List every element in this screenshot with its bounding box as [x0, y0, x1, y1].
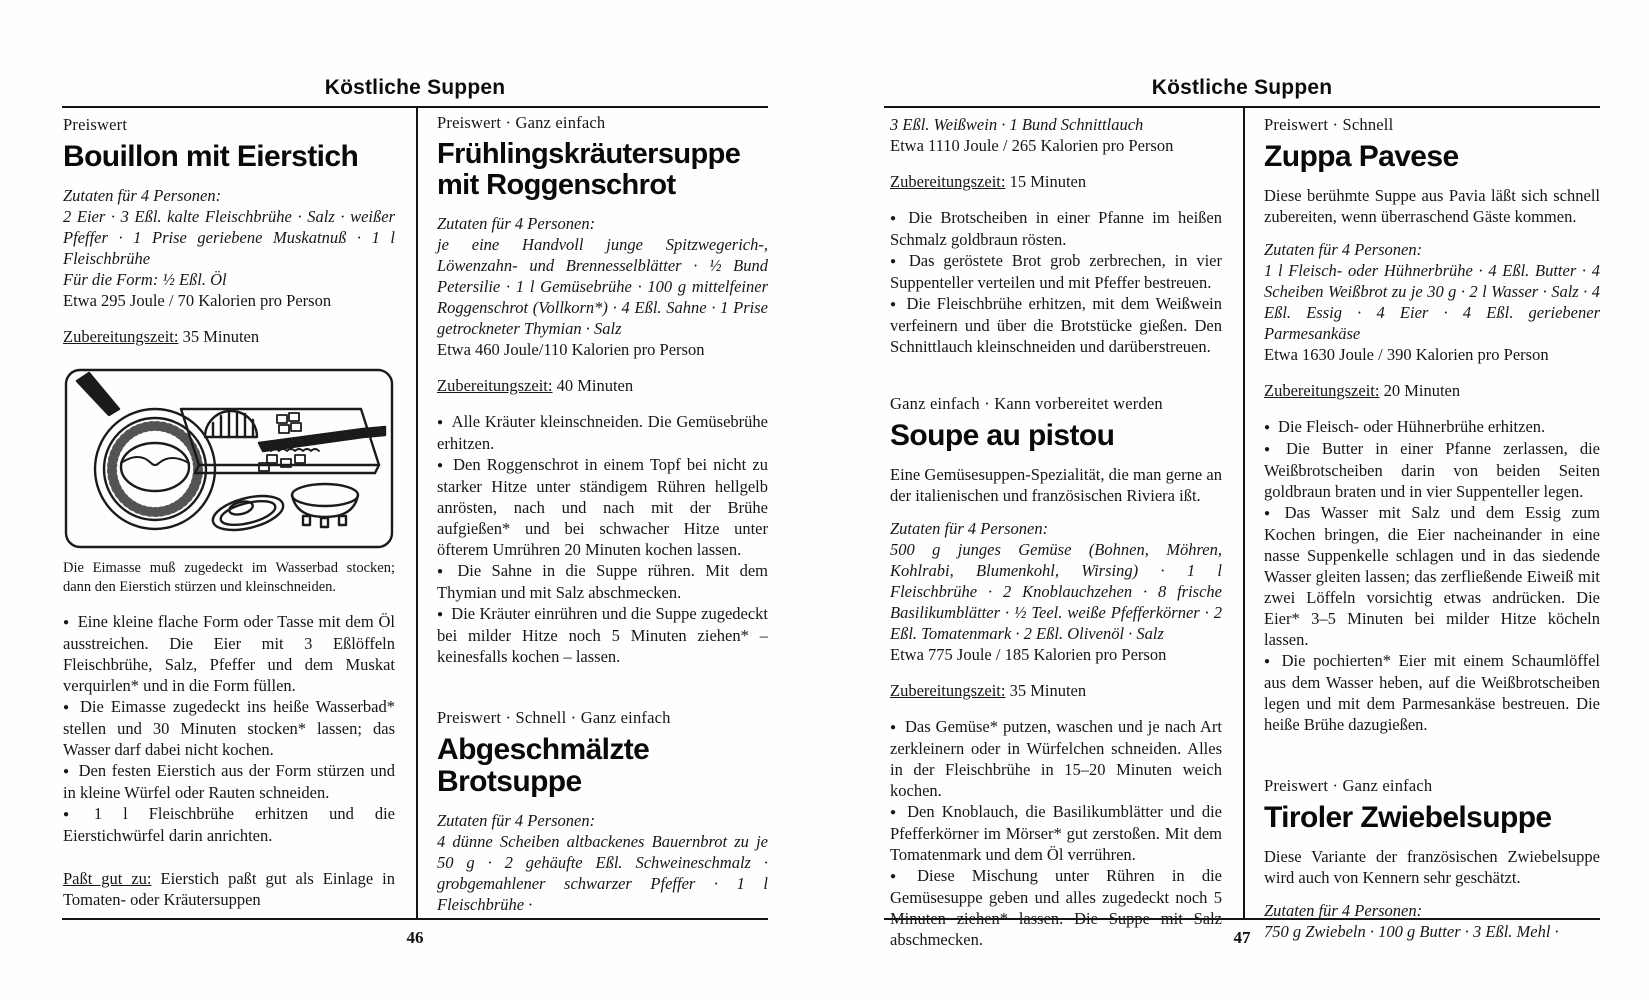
left-column-2 [437, 112, 768, 915]
bullet-icon: ● [890, 213, 901, 224]
bullet-icon: ● [890, 722, 897, 733]
bullet-icon: ● [1264, 656, 1274, 667]
left-footer-rule [62, 918, 768, 920]
step-text: Die Butter in einer Pfanne zerlassen, die Weißbrotscheiben darin von beiden Seiten goldbraun braten und in vier Suppenteller legen. [1264, 439, 1600, 501]
ingredients-text: 750 g Zwiebeln · 100 g Butter · 3 Eßl. Mehl · [1264, 922, 1559, 941]
right-column-divider [1243, 106, 1245, 920]
step-text: Die Brotscheiben in einer Pfanne im heißen Schmalz goldbraun rösten. [890, 208, 1222, 249]
recipe-tags: Ganz einfach · Kann vorbereitet werden [890, 394, 1163, 413]
bullet-icon: ● [437, 609, 444, 620]
bullet-icon: ● [1264, 444, 1279, 455]
step [890, 801, 1222, 865]
preparation-time-value: 35 Minuten [1009, 681, 1087, 700]
steps-list [437, 411, 768, 667]
spacer [437, 667, 768, 707]
step-text: Die Sahne in die Suppe rühren. Mit dem Thymian und mit Salz abschmecken. [437, 561, 768, 602]
ingredients-text: 500 g junges Gemüse (Bohnen, Möhren, Kohlrabi, Blumenkohl, Wirsing) · 1 l Fleischbrühe · 2 Knoblauchzehen · 8 frische Basilikumblätter · ½ Teel. weiße Pfefferkörner · 2 Eßl. Tomatenmark · 2 Eßl. Olivenöl · Salz [890, 540, 1222, 643]
recipe-title: Abgeschmälzte Brotsuppe [437, 733, 650, 798]
recipe-tags: Preiswert [63, 115, 128, 134]
energy-line: Etwa 1110 Joule / 265 Kalorien pro Person [890, 136, 1174, 155]
preparation-time-value: 20 Minuten [1383, 381, 1461, 400]
step [1264, 416, 1600, 438]
spacer [890, 357, 1222, 393]
preparation-time [890, 680, 1222, 701]
knife-icon [259, 427, 385, 451]
lid-icon [209, 490, 286, 537]
step [1264, 502, 1600, 650]
recipe-title: Soupe au pistou [890, 419, 1115, 452]
preparation-time-label: Zubereitungszeit: [437, 376, 553, 395]
ingredients-block [437, 810, 768, 915]
step-text: Die Eimasse zugedeckt ins heiße Wasserbad* stellen und 30 Minuten stocken* lassen; das Wasser darf dabei nicht kochen. [63, 697, 395, 759]
recipe-title: Frühlingskräutersuppe mit Roggenschrot [437, 138, 741, 201]
preparation-time-label: Zubereitungszeit: [63, 327, 179, 346]
recipe-tags: Preiswert · Schnell · Ganz einfach [437, 708, 671, 727]
recipe-zuppa-pavese [1264, 114, 1600, 735]
saucepan-icon [77, 373, 215, 529]
left-page-header: Köstliche Suppen [324, 76, 506, 99]
step-text: Das Gemüse* putzen, waschen und je nach Art zerkleinern oder in Würfelchen schneiden. Alles in der Fleischbrühe in 15–20 Minuten weich kochen. [890, 717, 1222, 800]
bullet-icon: ● [437, 566, 450, 577]
recipe-brotsuppe-continuation [890, 114, 1222, 357]
ingredients-text: je eine Handvoll junge Spitzwegerich-, Löwenzahn- und Brennesselblätter · ½ Bund Petersilie · 1 l Gemüsebrühe · 100 g mittelfeiner Roggenschrot (Vollkorn*) · 4 Eßl. Sahne · 1 Prise getrockneter Thymian · Salz [437, 235, 768, 338]
bullet-icon: ● [63, 702, 72, 713]
left-header-rule [62, 106, 768, 108]
eierstich-figure [63, 367, 395, 550]
step [437, 411, 768, 454]
steps-list [890, 207, 1222, 357]
recipe-tiroler-zwiebelsuppe [1264, 775, 1600, 942]
preparation-time [890, 171, 1222, 192]
right-header-rule [884, 106, 1600, 108]
steps-list [63, 611, 395, 846]
step [63, 696, 395, 760]
ingredients-continuation: 3 Eßl. Weißwein · 1 Bund Schnittlauch [890, 115, 1144, 134]
step-text: Den Roggenschrot in einem Topf bei nicht zu starker Hitze unter ständigem Rühren hellgelb anrösten, nach und nach mit der Brühe aufgießen* und bei schwacher Hitze unter öfterem Umrühren 20 Minuten kochen lassen. [437, 455, 769, 559]
zutaten-label: Zutaten für 4 Personen: [63, 186, 222, 205]
step [1264, 438, 1600, 502]
recipe-intro: Eine Gemüsesuppen-Spezialität, die man gerne an der italienischen und französischen Riviera ißt. [890, 465, 1222, 505]
zutaten-label: Zutaten für 4 Personen: [890, 519, 1049, 538]
zutaten-label: Zutaten für 4 Personen: [437, 214, 596, 233]
preparation-time [437, 375, 768, 396]
bullet-icon: ● [890, 256, 901, 267]
step [890, 250, 1222, 293]
step [63, 760, 395, 803]
step-text: Die pochierten* Eier mit einem Schaumlöffel aus dem Wasser heben, auf die Weißbrotscheiben legen und mit dem Parmesankäse bestreuen. Die heiße Brühe dazugießen. [1264, 651, 1600, 734]
recipe-title: Tiroler Zwiebelsuppe [1264, 801, 1552, 834]
recipe-abgeschmaelzte-brotsuppe [437, 707, 768, 915]
recipe-fruehlingskraeutersuppe [437, 112, 768, 667]
zutaten-label: Zutaten für 4 Personen: [1264, 901, 1423, 920]
ingredients-text: 2 Eier · 3 Eßl. kalte Fleischbrühe · Salz · weißer Pfeffer · 1 Prise geriebene Muskatnuß · 1 l Fleischbrühe [63, 207, 395, 268]
bullet-icon: ● [890, 871, 910, 882]
zutaten-label: Zutaten für 4 Personen: [437, 811, 596, 830]
sliced-egg-icon [205, 411, 257, 437]
step [63, 803, 395, 846]
step-text: Das geröstete Brot grob zerbrechen, in vier Suppenteller verteilen und mit Pfeffer bestreuen. [890, 251, 1223, 292]
pairs-well-label: Paßt gut zu: [63, 869, 152, 888]
figure-caption: Die Eimasse muß zugedeckt im Wasserbad stocken; dann den Eierstich stürzen und kleinschneiden. [63, 560, 395, 595]
preparation-time-value: 15 Minuten [1009, 172, 1087, 191]
bullet-icon: ● [1264, 508, 1277, 519]
zutaten-label: Zutaten für 4 Personen: [1264, 240, 1423, 259]
small-bowl-icon [292, 484, 358, 527]
preparation-time [63, 326, 395, 347]
ingredients-text: 4 dünne Scheiben altbackenes Bauernbrot zu je 50 g · 2 gehäufte Eßl. Schweineschmalz · grobgemahlener schwarzer Pfeffer · 1 l Fleischbrühe · [437, 832, 768, 914]
step [890, 865, 1222, 950]
recipe-intro: Diese berühmte Suppe aus Pavia läßt sich schnell zubereiten, wenn überraschend Gäste kommen. [1264, 186, 1600, 226]
step-text: Alle Kräuter kleinschneiden. Die Gemüsebrühe erhitzen. [437, 412, 768, 453]
recipe-soupe-au-pistou [890, 393, 1222, 950]
step-text: Den Knoblauch, die Basilikumblätter und die Pfefferkörner im Mörser* gut zerstoßen. Mit dem Tomatenmark und dem Öl verrühren. [890, 802, 1222, 864]
recipe-tags: Preiswert · Schnell [1264, 115, 1394, 134]
ingredients-block [63, 185, 395, 269]
bullet-icon: ● [437, 417, 444, 428]
step-text: Die Kräuter einrühren und die Suppe zugedeckt bei milder Hitze noch 5 Minuten ziehen* – keinesfalls kochen – lassen. [437, 604, 768, 666]
step [437, 560, 768, 603]
recipe-tags: Preiswert · Ganz einfach [1264, 776, 1433, 795]
energy-line: Etwa 460 Joule/110 Kalorien pro Person [437, 340, 705, 359]
preparation-time-label: Zubereitungszeit: [890, 681, 1006, 700]
right-page-header: Köstliche Suppen [1151, 76, 1333, 99]
recipe-intro: Diese Variante der französischen Zwiebelsuppe wird auch von Kennern sehr geschätzt. [1264, 847, 1600, 887]
preparation-time [1264, 380, 1600, 401]
left-page-number: 46 [406, 928, 424, 947]
ingredients-form-line: Für die Form: ½ Eßl. Öl [63, 270, 227, 289]
right-page-number: 47 [1233, 928, 1251, 947]
step-text: Eine kleine flache Form oder Tasse mit dem Öl ausstreichen. Die Eier mit 3 Eßlöffeln Fleischbrühe, Salz, Pfeffer und dem Muskat verquirlen* und in die Form füllen. [63, 612, 396, 695]
recipe-bouillon-mit-eierstich [63, 114, 395, 910]
eierstich-illustration [63, 367, 395, 550]
ingredients-text: 1 l Fleisch- oder Hühnerbrühe · 4 Eßl. Butter · 4 Scheiben Weißbrot zu je 30 g · 2 l Wasser · Salz · 4 Eßl. Essig · 4 Eier · 4 Eßl. geriebener Parmesankäse [1264, 261, 1600, 343]
ingredients-block [1264, 239, 1600, 344]
energy-line: Etwa 295 Joule / 70 Kalorien pro Person [63, 291, 332, 310]
bullet-icon: ● [437, 460, 446, 471]
step [1264, 650, 1600, 735]
step-text: Die Fleischbrühe erhitzen, mit dem Weißwein verfeinern und über die Brotstücke gießen. Den Schnittlauch kleinschneiden und darüberstreuen. [890, 294, 1222, 356]
recipe-tags: Preiswert · Ganz einfach [437, 113, 606, 132]
energy-line: Etwa 1630 Joule / 390 Kalorien pro Person [1264, 345, 1549, 364]
energy-line: Etwa 775 Joule / 185 Kalorien pro Person [890, 645, 1167, 664]
step-text: Das Wasser mit Salz und dem Essig zum Kochen bringen, die Eier nacheinander in eine nasse Suppenkelle schlagen und in das siedende Wasser gleiten lassen; das zerfließende Eiweiß mit zwei Löffeln vorsichtig etwas andrücken. Die Eier* 3–5 Minuten bei milder Hitze köcheln lassen. [1264, 503, 1600, 649]
bullet-icon: ● [890, 299, 899, 310]
spacer [1264, 735, 1600, 775]
step [63, 611, 395, 696]
bullet-icon: ● [63, 617, 70, 628]
steps-list [890, 716, 1222, 950]
ingredients-block [890, 518, 1222, 644]
preparation-time-label: Zubereitungszeit: [1264, 381, 1380, 400]
steps-list [1264, 416, 1600, 735]
pairs-well-text: Eierstich paßt gut als Einlage in Tomaten- oder Kräutersuppen [63, 869, 396, 909]
step [890, 207, 1222, 250]
left-column-divider [416, 106, 418, 920]
step-text: Diese Mischung unter Rühren in die Gemüsesuppe geben und alles zugedeckt noch 5 Minuten ziehen* lassen. Die Suppe mit Salz abschmecken. [890, 866, 1222, 949]
step [437, 454, 768, 560]
right-column-1 [890, 114, 1222, 950]
step-text: Die Fleisch- oder Hühnerbrühe erhitzen. [1278, 417, 1546, 436]
step [890, 293, 1222, 357]
step [890, 716, 1222, 801]
recipe-title: Bouillon mit Eierstich [63, 140, 359, 173]
step-text: 1 l Fleischbrühe erhitzen und die Eierstichwürfel darin anrichten. [63, 804, 396, 845]
step [437, 603, 768, 667]
step-text: Den festen Eierstich aus der Form stürzen und in kleine Würfel oder Rauten schneiden. [63, 761, 396, 802]
pairs-well-with [63, 868, 395, 910]
preparation-time-label: Zubereitungszeit: [890, 172, 1006, 191]
preparation-time-value: 35 Minuten [182, 327, 260, 346]
recipe-title: Zuppa Pavese [1264, 140, 1459, 173]
ingredients-block [437, 213, 768, 339]
bullet-icon: ● [63, 766, 71, 777]
bullet-icon: ● [890, 807, 900, 818]
bullet-icon: ● [1264, 422, 1271, 433]
right-column-2 [1264, 114, 1600, 942]
bullet-icon: ● [63, 809, 86, 820]
ingredients-block [1264, 900, 1600, 942]
preparation-time-value: 40 Minuten [556, 376, 634, 395]
